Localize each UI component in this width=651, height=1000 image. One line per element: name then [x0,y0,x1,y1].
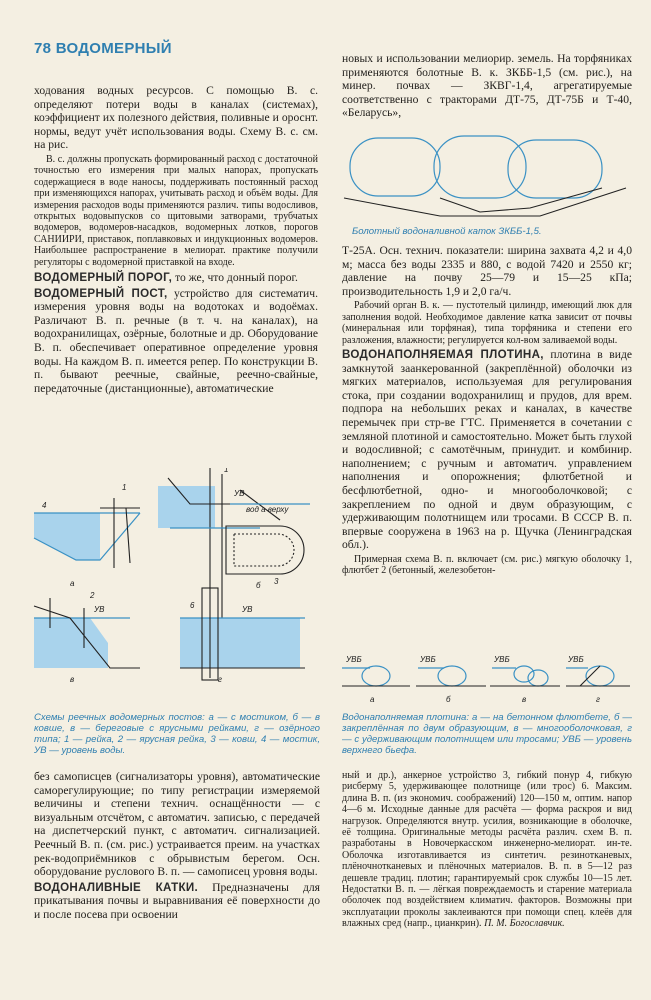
label-4: 4 [42,501,47,510]
dam-label-v: в [522,695,527,704]
page-number: 78 [34,40,52,57]
label-1: 1 [122,483,127,492]
label-b: б [256,581,261,590]
left-paragraph-2: В. с. должны пропускать формированный расход с достаточной точностью его измерения при малых напорах, пропускать содержащиеся в воде наносы, поддерживать постоянный расход при изменяющихся напорах, учитывать расход и объём воды. Для измерения расходов воды применяются различ. типы водосливов, открытых водовыпусков со щитовыми затворами, трубчатых водомеров, водомеров-насадков, водомерных лотков, порогов САНИИРИ, приставок, поплавковых и индукционных водомеров. Наибольшее распространение в мелиорат. практике получили регуляторы с водомерной приставкой на входе. [34,153,318,268]
left-paragraph-3: без самописцев (сигнализаторы уровня), автоматические саморегулирующие; по типу регистрации измеряемой величины и степени технич. оснащённости — с визуальным отсчётом, с автоматич. записью, с передачей на диспетчерский пункт, с автоматич. сигнализацией. Реечный В. п. (см. рис.) устраивается преим. на участках рек-водоприёмников с обрывистым берегом. Осн. оборудование руслового В. п. — самописец уровня воды. [34,770,320,879]
roller-caption: Болотный водоналивной каток ЗКББ-1,5. [352,226,542,237]
entry-vodonapolnyaemaya-plotina: ВОДОНАПОЛНЯЕМАЯ ПЛОТИНА, плотина в виде замкнутой заанкерованной (закреплённой) оболочки из мягких материалов, используемая для регулирования стока, при создании водохранилищ и прудов, для врем. подпора на небольших реках и каналах, в качестве перемычек при стр-ве ГТС. Применяется в сочетании с земляной плотиной и самостоятельно. Может быть глухой и водосливной; с самотёчным, принудит. и комбинир. наполнением; с ручным и автоматич. управлением наполнения и опорожнения; флютбетной и бесфлютбетной, одно- и многооболочковой; с закреплением по одной и двум образующим, с удерживающим полотнищем или тросами. В СССР В. п. впервые сооружена в 1963 на р. Щучка (Ленинградская обл.). [342,348,632,552]
left-paragraph-1: ходования водных ресурсов. С помощью В. с. определяют потери воды в каналах (системах), коэффициент их полезного действия, поливные и ороснт. нормы, ведут учёт использования воды. Схему В. с. см. на рис. [34,84,318,152]
right-paragraph-1: новых и использовании мелиорир. земель. На торфяниках применяются болотные В. к. ЗКББ-1,5 (см. рис.), на минер. почвах — ЗКВГ-1,4, агрегатируемые соответственно с тракторами ДТ-75, ДТ-75Б и Т-40, «Беларусь», [342,52,632,120]
label-a: а [70,579,75,588]
term-heading: ВОДОНАЛИВНЫЕ КАТКИ. [34,880,199,894]
right-column-mid [342,244,632,579]
term-heading: ВОДОМЕРНЫЙ ПОСТ, [34,286,168,300]
label-uvb: УВБ [346,655,362,664]
label-uvb2: УВБ [420,655,436,664]
dam-label-b: б [446,695,451,704]
entry-vodomerny-post: ВОДОМЕРНЫЙ ПОСТ, устройство для систематич. измерения уровня воды на водотоках и водоёмах. Различают В. п. речные (в т. ч. на каналах), на водохранилищах, озёрные, болотные и др. Оборудование В. п. обеспечивает оперативное определение уровня воды. На каждом В. п. имеется репер. По конструкции В. п. бывают реечные, свайные, реечно-свайные, передаточные (дистанционные), автоматические [34,286,318,395]
gauge-posts-figure [30,468,322,708]
right-paragraph-2: Т-25А. Осн. технич. показатели: ширина захвата 4,2 и 4,0 м; масса без воды 2335 и 880, с водой 7420 и 2550 кг; давление на почву 25—79 и 15—25 кПа; производительность 1,9 и 2,0 га/ч. [342,244,632,298]
label-v: в [70,675,75,684]
left-column-bottom [34,770,320,924]
page-title: ВОДОМЕРНЫЙ [55,40,172,57]
label-uvb3: УВБ [494,655,510,664]
entry-vodomerny-porog: ВОДОМЕРНЫЙ ПОРОГ, то же, что донный порог. [34,271,298,285]
page-header [34,40,172,57]
author: П. М. Богославчик. [484,918,565,930]
label-2: 2 [90,591,95,600]
label-uv: УВ [234,489,245,498]
label-flow: вод а верху [246,505,289,514]
label-uvb4: УВБ [568,655,584,664]
left-column-top [34,84,318,397]
label-3: 3 [274,577,279,586]
label-uv3: УВ [242,605,253,614]
term-heading: ВОДОМЕРНЫЙ ПОРОГ, [34,271,173,285]
dam-caption: Водонаполняемая плотина: а — на бетонном флютбете, б — закреплённая по двум образующим, в — многооболочковая, г — с удерживающим полотнищем или тросами; УВБ — уровень верхнего бьефа. [342,712,632,756]
label-6: 6 [190,601,195,610]
gauge-figure-caption: Схемы реечных водомерных постов: а — с мостиком, б — в ковше, в — береговые с ярусными рейками, г — озёрного типа; 1 — рейка, 2 — ярусная рейка, 3 — ковш, 4 — мостик, УВ — уровень воды. [34,712,320,756]
right-paragraph-4: Примерная схема В. п. включает (см. рис.) мягкую оболочку 1, флютбет 2 (бетонный, железобетон- [342,553,632,577]
right-paragraph-3: Рабочий орган В. к. — пустотелый цилиндр, имеющий люк для заполнения водой. Необходимое давление катка зависит от почвы (минеральная или торфяная), типа торфяника и степени его разложения, влажности; регулируется кол-вом заливаемой воды. [342,300,632,346]
dam-label-a: а [370,695,375,704]
dam-figure [340,642,632,708]
entry-vodonalivnye-katki: ВОДОНАЛИВНЫЕ КАТКИ. Предназначены для прикатывания почвы и выравнивания её поверхности до и после посева при освоении [34,880,320,921]
dam-label-g: г [596,695,600,704]
right-paragraph-5: ный и др.), анкерное устройство 3, гибкий понур 4, гибкую рисберму 5, удерживающее полотнище (или трос) 6. Максим. длина В. п. (из экономич. соображений) 120—150 м, оптим. напор 4—6 м. Исходные данные для расчёта — форма раскроя и вид нагрузок. Определяются внутр. усилия, возникающие в оболочке, её толщина. Оригинальные методы расчёта различ. схем В. п. разработаны в Новочеркасском инженерно-мелиорат. ин-те. Оболочка изготавливается из синтетич. резинотканевых, плёночнотканевых и плёночных материалов. В. п. в 5—12 раз дешевле традиц. плотин; гарантируемый срок службы 10—15 лет. Недостатки В. п. — лёгкая повреждаемость и старение материала оболочек под воздействием климатич. факторов. Возможны при эксплуатации проколы заклеиваются при помощи спец. клеёв для влажных сред (напр., цианкрин). П. М. Богославчик. [342,770,632,930]
roller-figure [340,118,630,226]
right-column-bottom [342,770,632,932]
label-g: г [218,675,222,684]
label-1b: 1 [224,468,229,474]
label-uv2: УВ [94,605,105,614]
term-heading: ВОДОНАПОЛНЯЕМАЯ ПЛОТИНА, [342,348,544,361]
